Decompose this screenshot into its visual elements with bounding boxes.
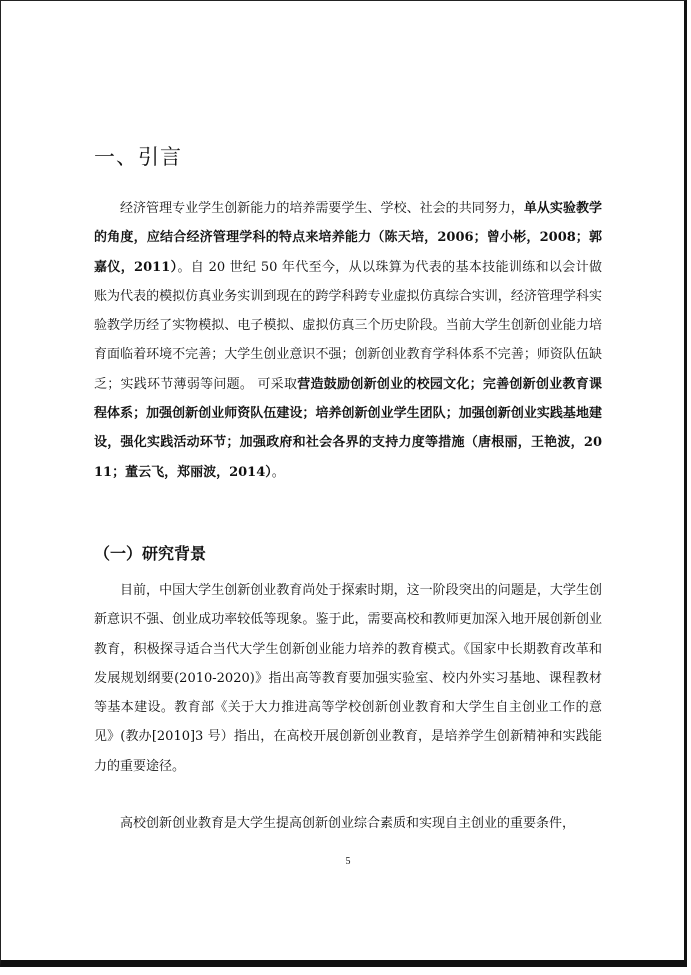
- paragraph-introduction: [94, 194, 602, 487]
- intro-text-2: 。自 20 世纪 50 年代至今，从以珠算为代表的基本技能训练和以会计做账为代表的模拟仿真业务实训到现在的跨学科跨专业虚拟仿真综合实训，经济管理学科实验教学历经了实物模拟、电子模拟、虚拟仿真三个历史阶段。当前大学生创新创业能力培育面临着环境不完善；大学生创业意识不强；创新创业教育学科体系不完善；师资队伍缺乏；实践环节薄弱等问题。 可采取: [94, 259, 602, 392]
- subsection-heading-background: （一）研究背景: [94, 544, 207, 563]
- intro-text-3: 。: [271, 464, 285, 480]
- intro-bold-citation-2: 营造鼓励创新创业的校园文化；完善创新创业教育课程体系；加强创新创业师资队伍建设；培养创新创业学生团队；加强创新创业实践基地建设，强化实践活动环节；加强政府和社会各界的支持力度等措施（唐根丽，王艳波，2011；董云飞，郑丽波，2014）: [94, 376, 602, 480]
- intro-bold-citation-1: 单从实验教学的角度，应结合经济管理学科的特点来培养能力（陈天培，2006；曾小彬，2008；郭嘉仪，2011）: [94, 201, 602, 275]
- intro-text-1: 经济管理专业学生创新能力的培养需要学生、学校、社会的共同努力，: [120, 201, 524, 216]
- page-number: 5: [345, 856, 351, 867]
- paragraph-continuation: 高校创新创业教育是大学生提高创新创业综合素质和实现自主创业的重要条件，: [120, 816, 576, 831]
- paragraph-background: 目前，中国大学生创新创业教育尚处于探索时期，这一阶段突出的问题是，大学生创新意识不强、创业成功率较低等现象。鉴于此，需要高校和教师更加深入地开展创新创业教育，积极探寻适合当代大学生创新创业能力培养的教育模式。《国家中长期教育改革和发展规划纲要(2010-2020)》指出高等教育要加强实验室、校内外实习基地、课程教材等基本建设。教育部《关于大力推进高等学校创新创业教育和大学生自主创业工作的意见》(教办[2010]3 号）指出，在高校开展创新创业教育，是培养学生创新精神和实践能力的重要途径。: [94, 583, 602, 774]
- section-heading-introduction: 一、引言: [94, 145, 182, 169]
